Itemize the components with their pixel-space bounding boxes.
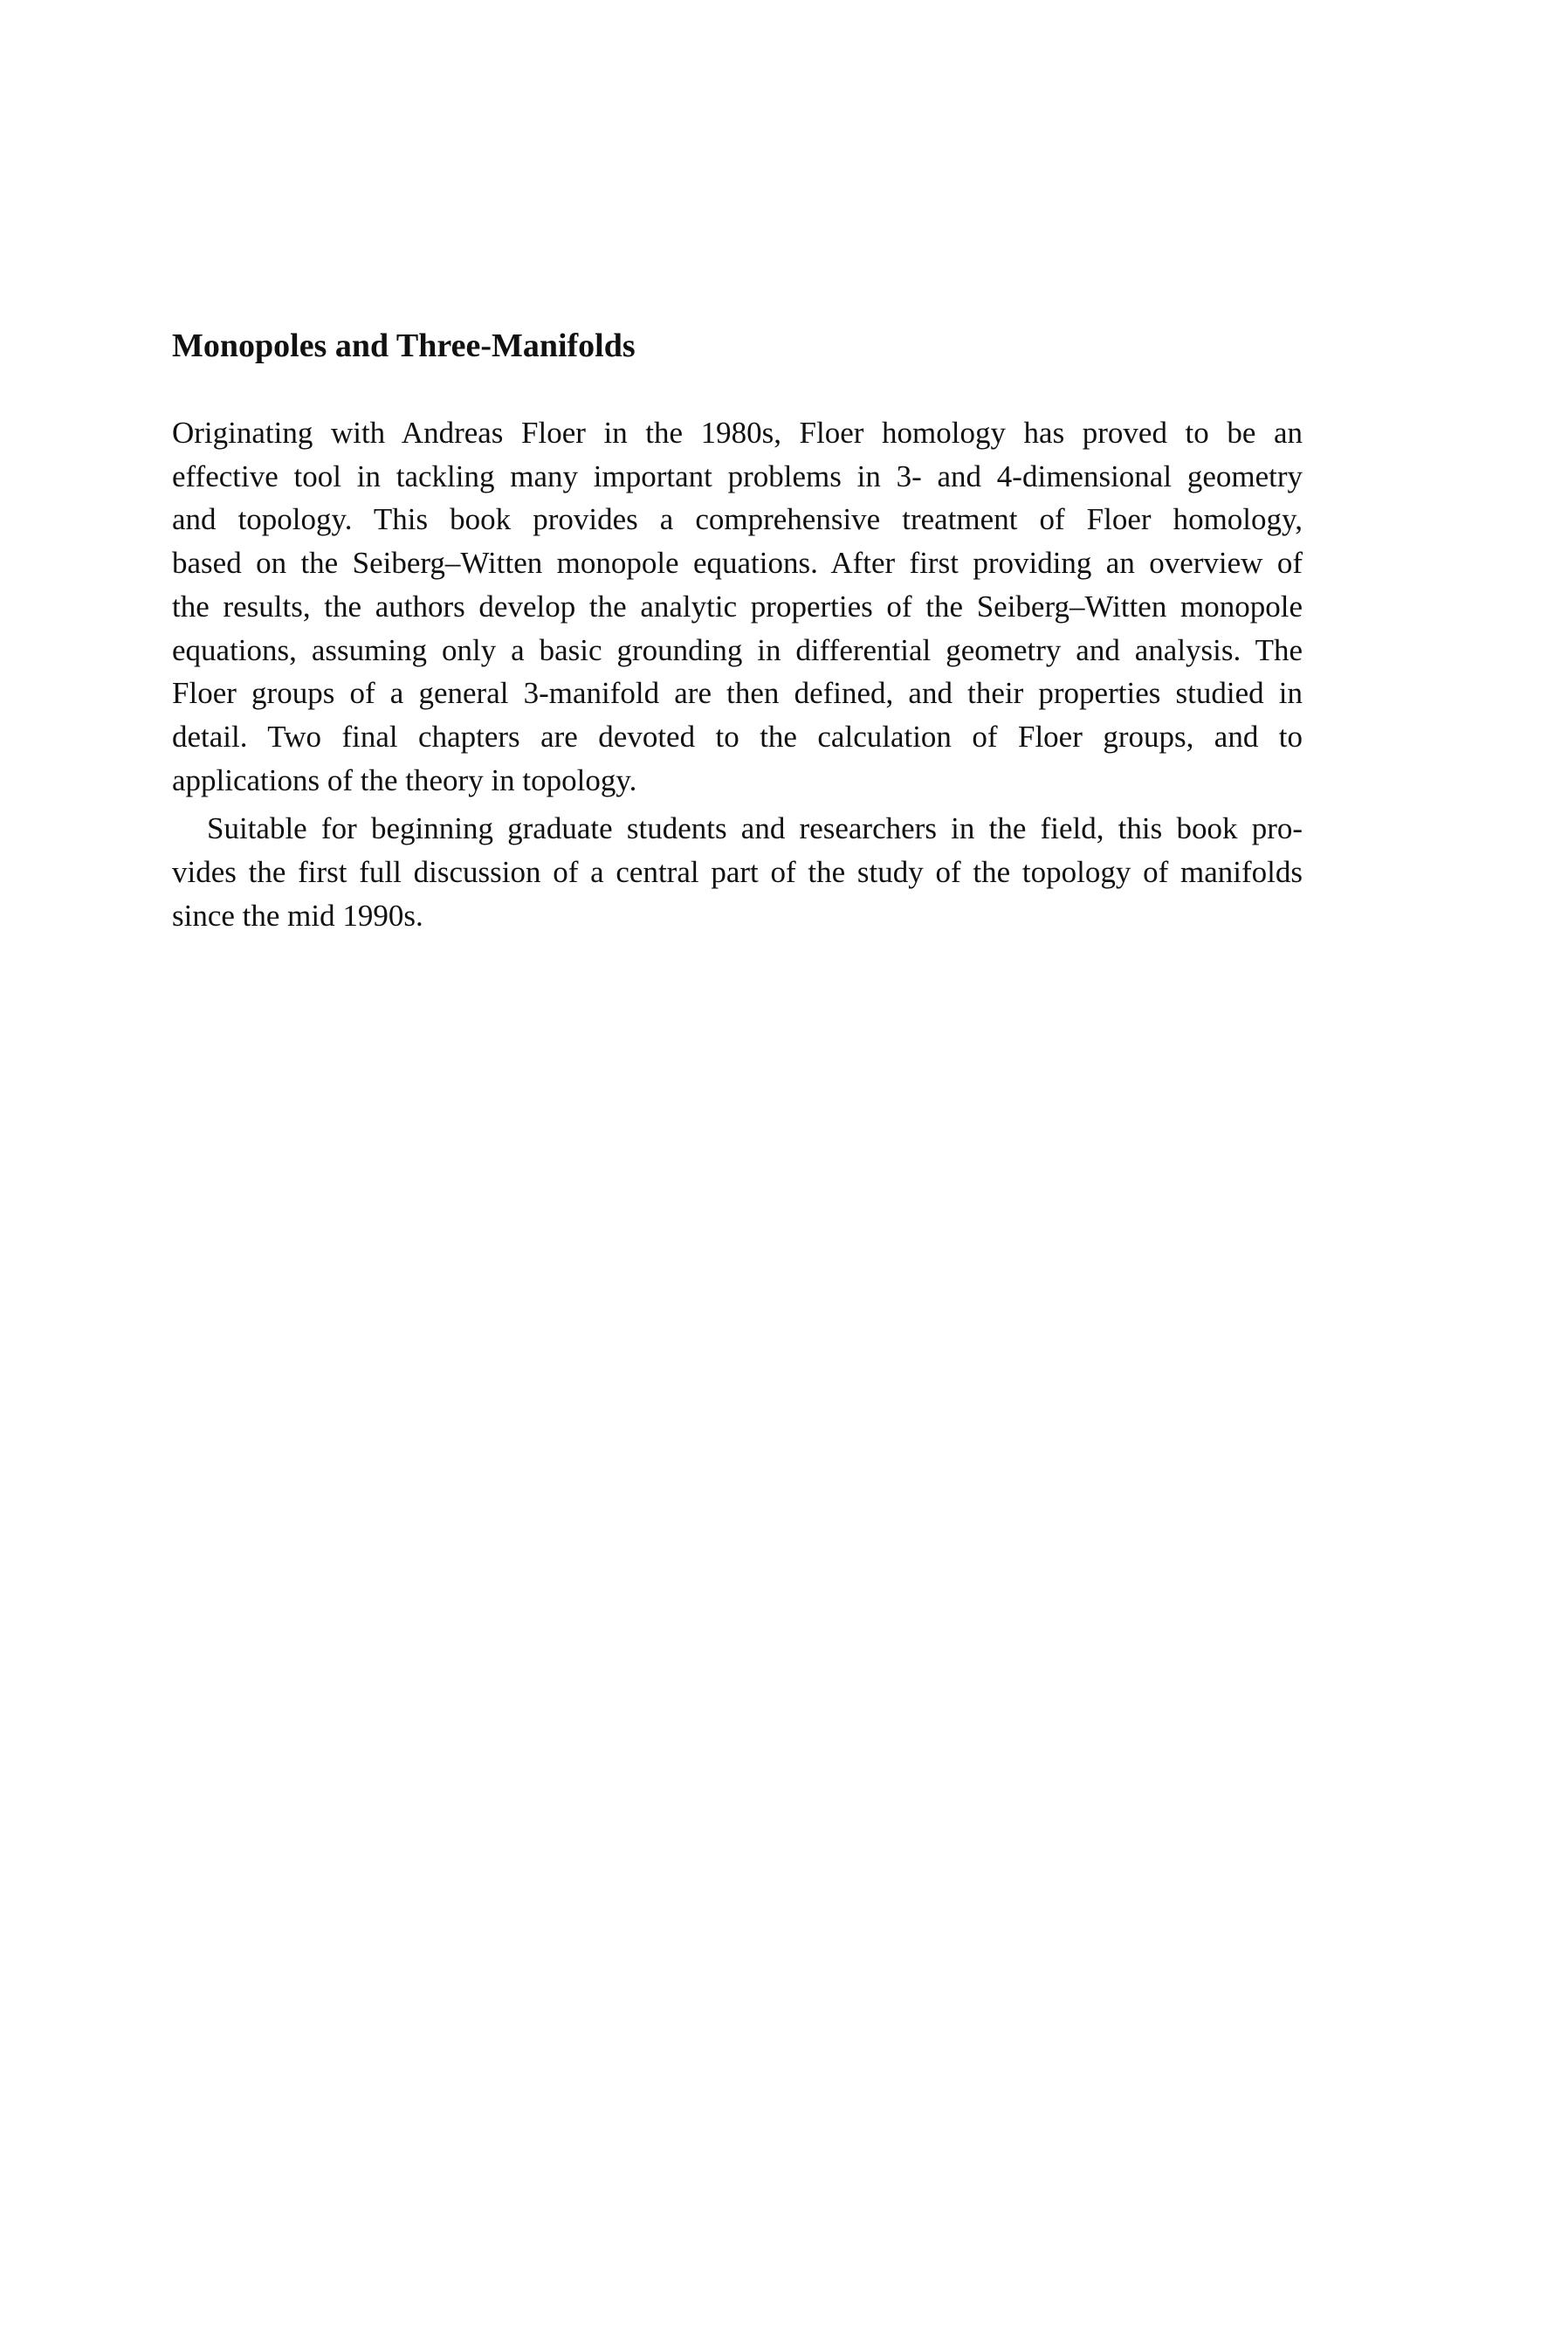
paragraph-line: detail. Two final chapters are devoted to the calculation of Floer groups, and to <box>172 719 1303 754</box>
paragraph-line: Suitable for beginning graduate students and researchers in the field, this book pro- <box>207 811 1303 846</box>
paragraph-line: the results, the authors develop the analytic properties of the Seiberg–Witten monopole <box>172 589 1303 624</box>
book-title: Monopoles and Three-Manifolds <box>172 327 636 364</box>
paragraph-line: and topology. This book provides a comprehensive treatment of Floer homology, <box>172 502 1303 537</box>
paragraph-line: Originating with Andreas Floer in the 1980s, Floer homology has proved to be an <box>172 416 1303 450</box>
paragraph-line: Floer groups of a general 3-manifold are then defined, and their properties studied in <box>172 676 1303 711</box>
paragraph-line: vides the first full discussion of a central part of the study of the topology of manifolds <box>172 855 1303 890</box>
description-paragraph-2 <box>172 807 1303 937</box>
book-description <box>172 411 1303 937</box>
paragraph-line: equations, assuming only a basic grounding in differential geometry and analysis. The <box>172 632 1303 667</box>
paragraph-line: since the mid 1990s. <box>172 898 423 933</box>
description-paragraph-1 <box>172 411 1303 802</box>
paragraph-line: effective tool in tackling many important problems in 3- and 4-dimensional geometry <box>172 458 1303 493</box>
paragraph-line: based on the Seiberg–Witten monopole equations. After first providing an overview of <box>172 546 1303 581</box>
paragraph-line: applications of the theory in topology. <box>172 762 637 797</box>
blurb-content <box>172 325 1303 937</box>
